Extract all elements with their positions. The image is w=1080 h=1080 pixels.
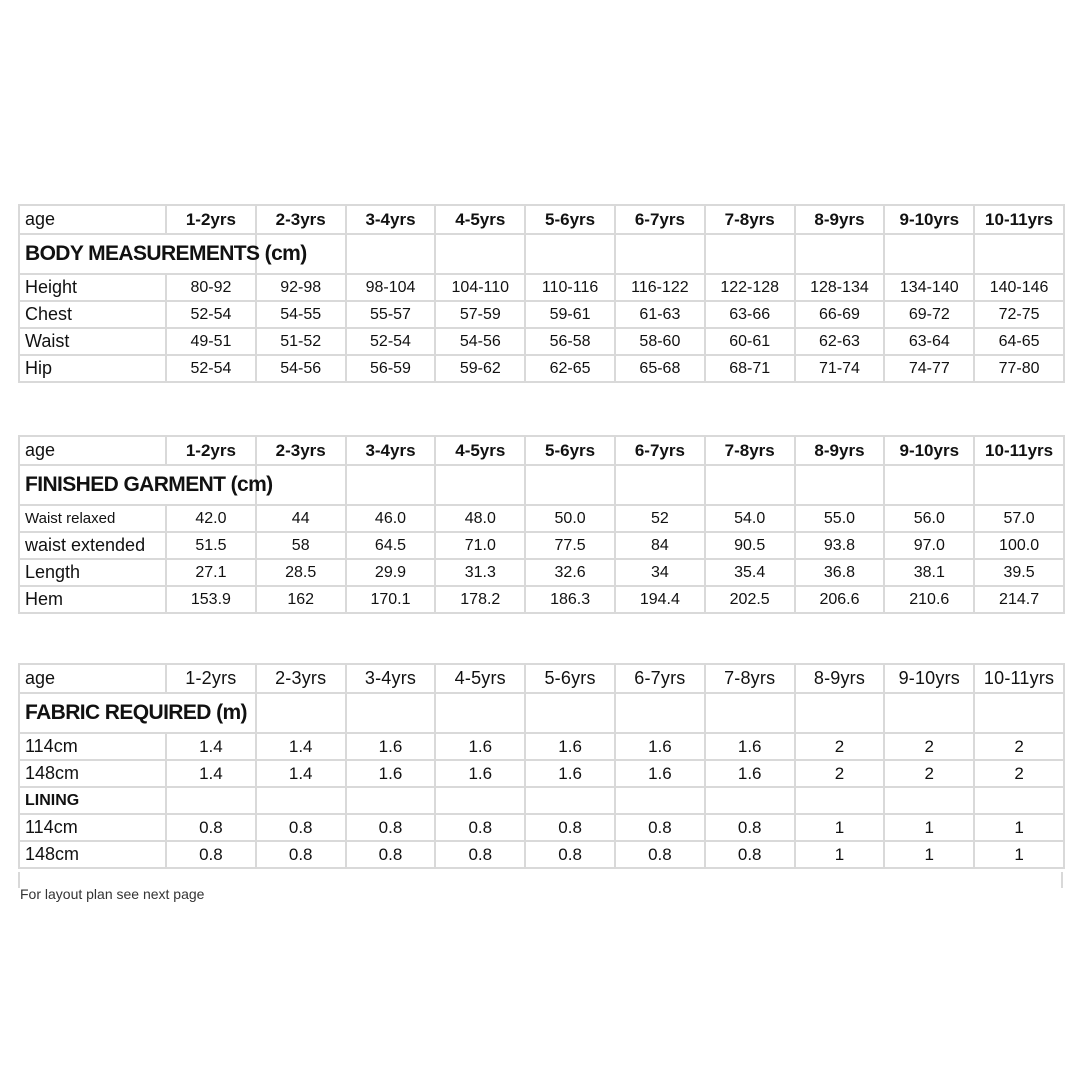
section-title-row — [19, 234, 1064, 274]
table-cell: 134-140 — [884, 274, 974, 301]
table-cell: 2 — [974, 733, 1064, 760]
row-label: Waist relaxed — [19, 505, 166, 532]
table-cell: 90.5 — [705, 532, 795, 559]
table-cell: 32.6 — [525, 559, 615, 586]
table-cell: 100.0 — [974, 532, 1064, 559]
table-row — [19, 532, 1064, 559]
table-cell: 62-65 — [525, 355, 615, 382]
empty-cell — [974, 787, 1064, 814]
age-header: age — [19, 436, 166, 465]
table-cell: 80-92 — [166, 274, 256, 301]
table-cell: 52 — [615, 505, 705, 532]
size-header: 6-7yrs — [615, 664, 705, 693]
section-title-row — [19, 465, 1064, 505]
table-cell: 128-134 — [795, 274, 885, 301]
row-label: Hem — [19, 586, 166, 613]
table-cell: 0.8 — [525, 841, 615, 868]
table-cell: 34 — [615, 559, 705, 586]
table-cell: 59-62 — [435, 355, 525, 382]
section-title: FINISHED GARMENT (cm) — [19, 465, 166, 505]
size-header: 5-6yrs — [525, 205, 615, 234]
empty-cell — [795, 787, 885, 814]
table-cell: 77-80 — [974, 355, 1064, 382]
table-cell: 1.6 — [525, 733, 615, 760]
table-cell: 0.8 — [256, 841, 346, 868]
table-cell: 62-63 — [795, 328, 885, 355]
table-cell: 1.4 — [256, 733, 346, 760]
row-label: waist extended — [19, 532, 166, 559]
age-header: age — [19, 205, 166, 234]
table-cell: 71-74 — [795, 355, 885, 382]
section-title: BODY MEASUREMENTS (cm) — [19, 234, 166, 274]
size-header: 10-11yrs — [974, 436, 1064, 465]
table-cell: 1.6 — [435, 733, 525, 760]
section-title-row — [19, 693, 1064, 733]
size-header: 2-3yrs — [256, 664, 346, 693]
size-header: 5-6yrs — [525, 436, 615, 465]
row-label: Height — [19, 274, 166, 301]
table-cell: 39.5 — [974, 559, 1064, 586]
table-cell: 50.0 — [525, 505, 615, 532]
table-cell: 1.6 — [435, 760, 525, 787]
table-cell: 56.0 — [884, 505, 974, 532]
lining-label: LINING — [19, 787, 166, 814]
table-cell: 0.8 — [166, 841, 256, 868]
fabric-required-table — [18, 663, 1065, 869]
table-cell: 0.8 — [435, 814, 525, 841]
table-cell: 98-104 — [346, 274, 436, 301]
empty-cell — [525, 787, 615, 814]
table-cell: 54-56 — [256, 355, 346, 382]
table-cell: 97.0 — [884, 532, 974, 559]
table-cell: 104-110 — [435, 274, 525, 301]
table-cell: 2 — [974, 760, 1064, 787]
table-cell: 1 — [795, 814, 885, 841]
table-cell: 116-122 — [615, 274, 705, 301]
row-label: 148cm — [19, 841, 166, 868]
table-row — [19, 505, 1064, 532]
table-cell: 52-54 — [166, 355, 256, 382]
size-header: 4-5yrs — [435, 436, 525, 465]
table-cell: 60-61 — [705, 328, 795, 355]
size-header: 2-3yrs — [256, 205, 346, 234]
table-cell: 59-61 — [525, 301, 615, 328]
size-header: 7-8yrs — [705, 436, 795, 465]
table-cell: 52-54 — [166, 301, 256, 328]
table-cell: 31.3 — [435, 559, 525, 586]
table-cell: 1.4 — [256, 760, 346, 787]
table-cell: 1.6 — [346, 760, 436, 787]
table-row — [19, 559, 1064, 586]
table-cell: 110-116 — [525, 274, 615, 301]
empty-cell — [705, 787, 795, 814]
table-row — [19, 355, 1064, 382]
table-cell: 84 — [615, 532, 705, 559]
lining-subheader-row — [19, 787, 1064, 814]
table-cell: 61-63 — [615, 301, 705, 328]
table-cell: 46.0 — [346, 505, 436, 532]
table-cell: 68-71 — [705, 355, 795, 382]
table-cell: 1 — [974, 814, 1064, 841]
table-cell: 57.0 — [974, 505, 1064, 532]
table-row — [19, 733, 1064, 760]
table-cell: 153.9 — [166, 586, 256, 613]
table-cell: 0.8 — [705, 841, 795, 868]
table-cell: 66-69 — [795, 301, 885, 328]
table-cell: 44 — [256, 505, 346, 532]
empty-cell — [615, 787, 705, 814]
table-cell: 71.0 — [435, 532, 525, 559]
table-row — [19, 274, 1064, 301]
empty-cell — [346, 787, 436, 814]
table-cell: 63-66 — [705, 301, 795, 328]
table-cell: 1.6 — [346, 733, 436, 760]
size-header: 8-9yrs — [795, 436, 885, 465]
empty-cell — [256, 787, 346, 814]
table-cell: 1 — [884, 841, 974, 868]
table-cell: 1.4 — [166, 733, 256, 760]
table-cell: 28.5 — [256, 559, 346, 586]
footnote: For layout plan see next page — [20, 886, 205, 902]
table-cell: 0.8 — [525, 814, 615, 841]
size-header: 3-4yrs — [346, 664, 436, 693]
table-cell: 0.8 — [615, 814, 705, 841]
table-row — [19, 760, 1064, 787]
size-header: 6-7yrs — [615, 205, 705, 234]
table-cell: 58-60 — [615, 328, 705, 355]
size-header-row — [19, 664, 1064, 693]
table-cell: 54-55 — [256, 301, 346, 328]
table-cell: 2 — [884, 760, 974, 787]
table-cell: 55.0 — [795, 505, 885, 532]
table-cell: 162 — [256, 586, 346, 613]
size-header-row — [19, 205, 1064, 234]
size-header: 1-2yrs — [166, 664, 256, 693]
size-header: 9-10yrs — [884, 436, 974, 465]
empty-cell — [166, 787, 256, 814]
size-header: 3-4yrs — [346, 436, 436, 465]
row-label: 114cm — [19, 733, 166, 760]
table-cell: 1.6 — [615, 733, 705, 760]
table-cell: 65-68 — [615, 355, 705, 382]
table-cell: 178.2 — [435, 586, 525, 613]
size-header: 1-2yrs — [166, 436, 256, 465]
size-header: 6-7yrs — [615, 436, 705, 465]
table-cell: 64.5 — [346, 532, 436, 559]
table-cell: 35.4 — [705, 559, 795, 586]
table-cell: 194.4 — [615, 586, 705, 613]
table-cell: 56-58 — [525, 328, 615, 355]
table-cell: 1 — [974, 841, 1064, 868]
row-label: Waist — [19, 328, 166, 355]
table-cell: 69-72 — [884, 301, 974, 328]
row-label: 114cm — [19, 814, 166, 841]
row-label: 148cm — [19, 760, 166, 787]
table-cell: 56-59 — [346, 355, 436, 382]
table-cell: 202.5 — [705, 586, 795, 613]
size-header-row — [19, 436, 1064, 465]
size-header: 10-11yrs — [974, 664, 1064, 693]
table-cell: 74-77 — [884, 355, 974, 382]
size-header: 8-9yrs — [795, 205, 885, 234]
table-cell: 51-52 — [256, 328, 346, 355]
table-row — [19, 586, 1064, 613]
size-header: 4-5yrs — [435, 664, 525, 693]
table-cell: 72-75 — [974, 301, 1064, 328]
table-cell: 93.8 — [795, 532, 885, 559]
table-cell: 0.8 — [346, 814, 436, 841]
table-cell: 64-65 — [974, 328, 1064, 355]
table-cell: 2 — [795, 760, 885, 787]
table-cell: 122-128 — [705, 274, 795, 301]
table-cell: 36.8 — [795, 559, 885, 586]
size-header: 5-6yrs — [525, 664, 615, 693]
table-cell: 27.1 — [166, 559, 256, 586]
table-cell: 210.6 — [884, 586, 974, 613]
table-cell: 57-59 — [435, 301, 525, 328]
table-cell: 58 — [256, 532, 346, 559]
section-title: FABRIC REQUIRED (m) — [19, 693, 166, 733]
table-cell: 48.0 — [435, 505, 525, 532]
table-cell: 1.6 — [525, 760, 615, 787]
size-header: 9-10yrs — [884, 664, 974, 693]
table-cell: 206.6 — [795, 586, 885, 613]
size-header: 7-8yrs — [705, 664, 795, 693]
table-cell: 0.8 — [256, 814, 346, 841]
table-cell: 0.8 — [435, 841, 525, 868]
table-cell: 140-146 — [974, 274, 1064, 301]
table-cell: 77.5 — [525, 532, 615, 559]
row-label: Length — [19, 559, 166, 586]
table-row — [19, 814, 1064, 841]
table-cell: 38.1 — [884, 559, 974, 586]
table-cell: 1.6 — [705, 760, 795, 787]
size-header: 3-4yrs — [346, 205, 436, 234]
row-label: Hip — [19, 355, 166, 382]
table-cell: 0.8 — [166, 814, 256, 841]
table-cell: 92-98 — [256, 274, 346, 301]
table-cell: 1.6 — [705, 733, 795, 760]
table-cell: 54-56 — [435, 328, 525, 355]
table-cell: 52-54 — [346, 328, 436, 355]
size-header: 8-9yrs — [795, 664, 885, 693]
empty-cell — [435, 787, 525, 814]
size-header: 7-8yrs — [705, 205, 795, 234]
table-border — [1061, 872, 1063, 888]
table-cell: 214.7 — [974, 586, 1064, 613]
table-cell: 0.8 — [705, 814, 795, 841]
size-header: 4-5yrs — [435, 205, 525, 234]
finished-garment-table — [18, 435, 1065, 614]
table-cell: 0.8 — [615, 841, 705, 868]
table-cell: 54.0 — [705, 505, 795, 532]
size-header: 10-11yrs — [974, 205, 1064, 234]
table-cell: 2 — [884, 733, 974, 760]
table-cell: 1 — [795, 841, 885, 868]
size-header: 2-3yrs — [256, 436, 346, 465]
table-cell: 55-57 — [346, 301, 436, 328]
table-row — [19, 328, 1064, 355]
row-label: Chest — [19, 301, 166, 328]
table-cell: 170.1 — [346, 586, 436, 613]
table-cell: 2 — [795, 733, 885, 760]
empty-cell — [884, 787, 974, 814]
age-header: age — [19, 664, 166, 693]
table-cell: 63-64 — [884, 328, 974, 355]
table-cell: 42.0 — [166, 505, 256, 532]
table-row — [19, 301, 1064, 328]
size-header: 1-2yrs — [166, 205, 256, 234]
table-cell: 51.5 — [166, 532, 256, 559]
table-row — [19, 841, 1064, 868]
size-header: 9-10yrs — [884, 205, 974, 234]
table-cell: 0.8 — [346, 841, 436, 868]
table-cell: 1 — [884, 814, 974, 841]
table-cell: 1.6 — [615, 760, 705, 787]
table-cell: 29.9 — [346, 559, 436, 586]
table-cell: 1.4 — [166, 760, 256, 787]
table-cell: 49-51 — [166, 328, 256, 355]
table-cell: 186.3 — [525, 586, 615, 613]
body-measurements-table — [18, 204, 1065, 383]
